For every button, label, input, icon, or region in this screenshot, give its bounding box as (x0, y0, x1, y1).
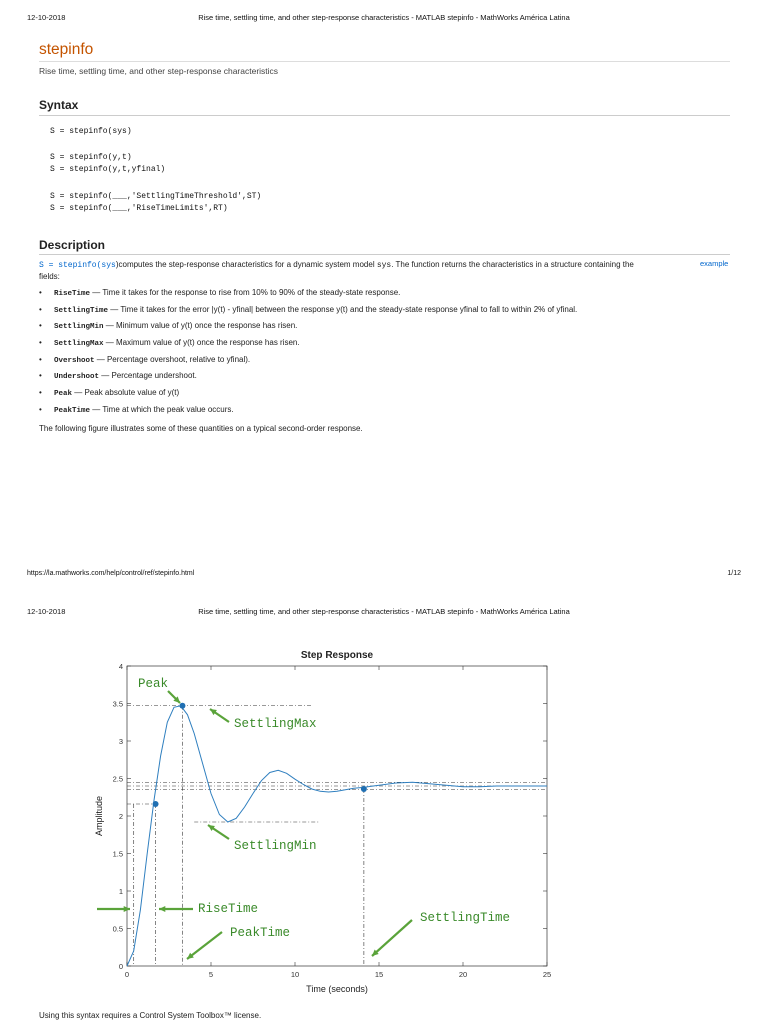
settling-min-label: SettlingMin (234, 839, 317, 853)
intro-text-end: . The function returns the characteristics in a structure containing the fields: (39, 260, 634, 281)
list-item: • RiseTime — Time it takes for the response to rise from 10% to 90% of the steady-state response. (39, 288, 401, 298)
page-title: stepinfo (39, 41, 94, 58)
print-date: 12-10-2018 (27, 607, 66, 616)
print-header (0, 13, 768, 25)
x-tick-label: 5 (208, 970, 214, 979)
list-item: • PeakTime — Time at which the peak value occurs. (39, 404, 234, 415)
settling-max-label: SettlingMax (234, 717, 317, 731)
license-note: Using this syntax requires a Control System Toolbox™ license. (39, 1011, 262, 1020)
description-intro (39, 259, 639, 282)
x-tick-label: 20 (458, 970, 468, 979)
x-tick-label: 25 (542, 970, 552, 979)
settling-time-label: SettlingTime (420, 911, 511, 925)
syntax-line: S = stepinfo(sys) (50, 127, 132, 136)
example-link[interactable]: example (700, 259, 729, 268)
y-tick-label: 2 (118, 812, 123, 821)
y-tick-label: 1 (118, 887, 123, 896)
y-tick-label: 0.5 (112, 924, 123, 934)
syntax-line: S = stepinfo(y,t,yfinal) (50, 165, 166, 174)
intro-sys: sys (376, 261, 392, 270)
y-tick-label: 0 (118, 962, 123, 971)
intro-text: )computes the step-response characteristics for a dynamic system model (115, 260, 377, 269)
y-tick-label: 4 (118, 662, 123, 671)
print-title: Rise time, settling time, and other step-response characteristics - MATLAB stepinfo - MathWorks América Latina (198, 607, 570, 616)
x-tick-label: 10 (290, 970, 300, 979)
figure-intro: The following figure illustrates some of these quantities on a typical second-order response. (39, 424, 363, 433)
syntax-line: S = stepinfo(y,t) (50, 153, 132, 162)
list-item: • Peak — Peak absolute value of y(t) (39, 388, 180, 399)
syntax-line: S = stepinfo(___,'SettlingTimeThreshold',ST) (50, 192, 262, 201)
title-divider (39, 61, 730, 62)
chart-title: Step Response (300, 650, 374, 661)
print-title: Rise time, settling time, and other step-response characteristics - MATLAB stepinfo - MathWorks América Latina (198, 13, 570, 22)
y-tick-label: 3 (118, 737, 123, 746)
list-item: • SettlingMax — Maximum value of y(t) once the response has risen. (39, 338, 300, 349)
list-item: • SettlingTime — Time it takes for the error |y(t) - yfinal| between the response y(t) and the steady-state response yfinal to fall to within 2% of yfinal. (39, 304, 578, 315)
list-item: • SettlingMin — Minimum value of y(t) once the response has risen. (39, 321, 298, 332)
peak-time-label: PeakTime (230, 926, 291, 940)
y-tick-label: 2.5 (112, 774, 123, 784)
page-number: 1/12 (727, 570, 741, 577)
description-heading: Description (39, 238, 106, 252)
list-item: • Overshoot — Percentage overshoot, relative to yfinal). (39, 354, 251, 365)
description-divider (39, 254, 730, 255)
syntax-line: S = stepinfo(___,'RiseTimeLimits',RT) (50, 204, 228, 213)
data-point (179, 703, 185, 709)
syntax-divider (39, 115, 730, 116)
x-tick-label: 0 (124, 970, 130, 979)
y-axis-label: Amplitude (94, 795, 104, 837)
syntax-heading: Syntax (39, 98, 79, 112)
y-tick-label: 1.5 (112, 849, 123, 859)
page-subtitle: Rise time, settling time, and other step-response characteristics (39, 66, 279, 76)
step-response-chart (0, 610, 768, 1010)
footer-url: https://la.mathworks.com/help/control/ref/stepinfo.html (27, 570, 195, 577)
y-tick-label: 3.5 (112, 699, 123, 709)
list-item: • Undershoot — Percentage undershoot. (39, 371, 197, 382)
sys-link[interactable]: sys (101, 261, 116, 270)
intro-code: S = stepinfo( (39, 261, 102, 270)
x-axis-label: Time (seconds) (306, 984, 368, 994)
x-tick-label: 15 (374, 970, 384, 979)
print-date: 12-10-2018 (27, 13, 66, 22)
peak-label: Peak (138, 677, 169, 691)
data-point (153, 801, 159, 807)
field-list (39, 287, 719, 421)
rise-time-label: RiseTime (198, 902, 259, 916)
data-point (361, 786, 367, 792)
